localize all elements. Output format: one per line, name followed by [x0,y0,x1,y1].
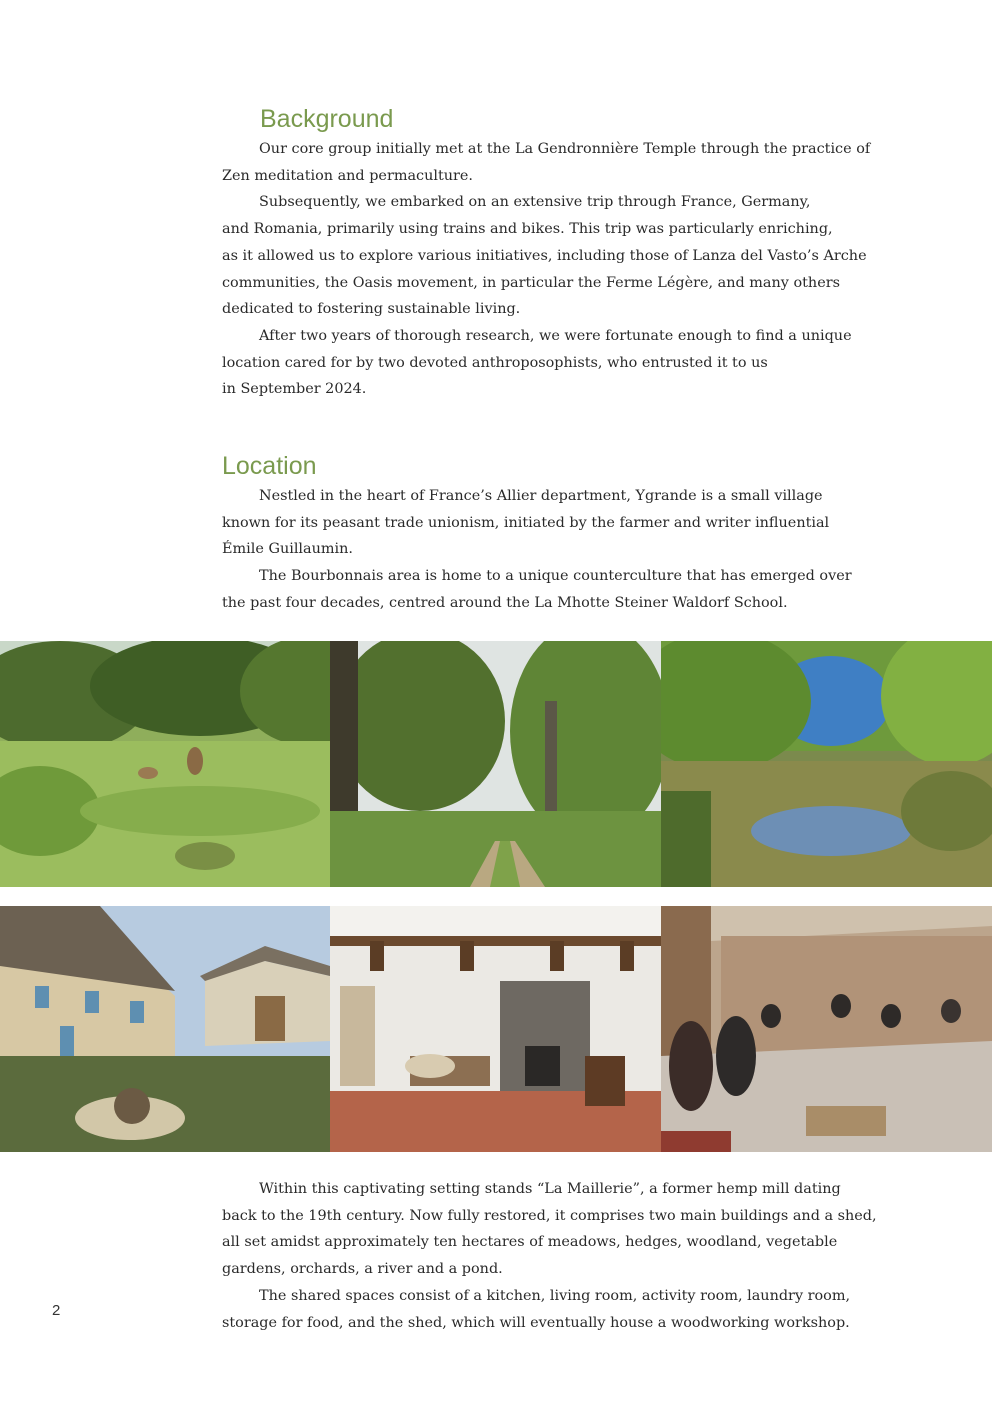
maillerie-section [222,1176,934,1336]
pond-photo [661,641,992,887]
location-heading: Location [222,452,317,480]
background-paragraph: Subsequently, we embarked on an extensive trip through France, Germany, and Romania, primarily using trains and bikes. This trip was particularly enriching, as it allowed us to explore various initiatives, including those of Lanza del Vasto’s Arche communities, the Oasis movement, in particular the Ferme Légère, and many others dedicated to fostering sustainable living. [222,194,867,318]
maillerie-paragraph: Within this captivating setting stands “La Maillerie”, a former hemp mill dating back to the 19th century. Now fully restored, it comprises two main buildings and a shed, all set amidst approximately ten hectares of meadows, hedges, woodland, vegetable gardens, orchards, a river and a pond. [222,1181,877,1278]
meditation-room-photo [661,906,992,1152]
shared-spaces-paragraph: The shared spaces consist of a kitchen, living room, activity room, laundry room, storage for food, and the shed, which will eventually house a woodworking workshop. [222,1287,851,1331]
tree-lined-path-photo [330,641,661,887]
location-paragraph: Nestled in the heart of France’s Allier department, Ygrande is a small village known for its peasant trade unionism, initiated by the farmer and writer influential Émile Guillaumin. [222,488,830,558]
photo-row-buildings [0,906,992,1152]
meadow-with-deer-photo [0,641,330,887]
background-heading: Background [260,105,394,133]
farmhouse-photo [0,906,330,1152]
background-section [222,136,934,403]
background-paragraph: After two years of thorough research, we were fortunate enough to find a unique location cared for by two devoted anthroposophists, who entrusted it to us in September 2024. [222,327,852,398]
location-paragraph: The Bourbonnais area is home to a unique counterculture that has emerged over the past four decades, centred around the La Mhotte Steiner Waldorf School. [222,568,852,611]
page-number: 2 [52,1302,61,1319]
photo-row-landscape [0,641,992,887]
location-section [222,483,934,617]
living-room-photo [330,906,661,1152]
background-paragraph: Our core group initially met at the La Gendronnière Temple through the practice of Zen meditation and permaculture. [222,141,871,184]
